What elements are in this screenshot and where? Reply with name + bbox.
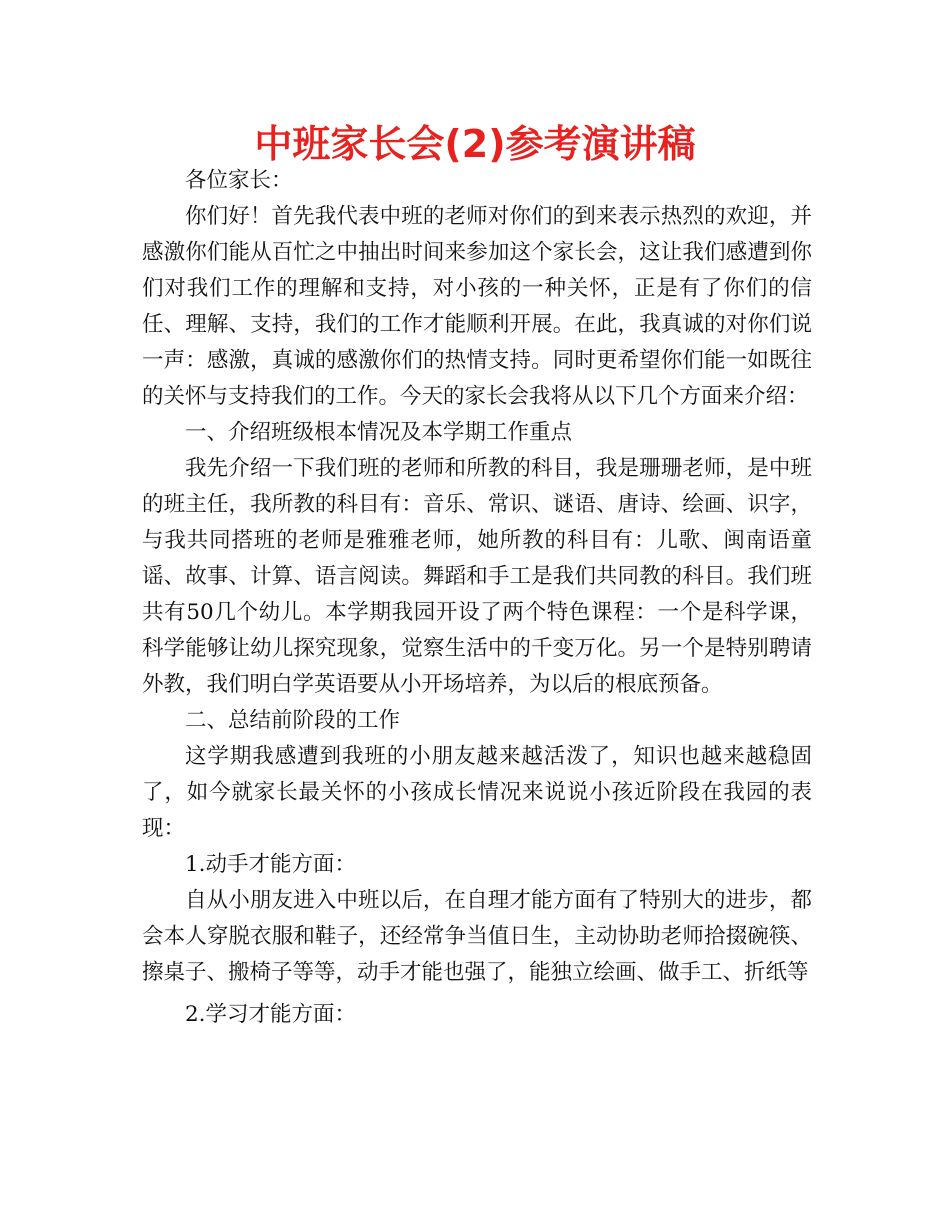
subheading-learning-ability: 2.学习才能方面： <box>185 1002 357 1027</box>
subheading-hands-on-ability: 1.动手才能方面： <box>185 852 357 877</box>
paragraph-welcome: 你们好！首先我代表中班的老师对你们的到来表示热烈的欢迎，并感激你们能从百忙之中抽出时间来参加这个家长会，这让我们感遭到你们对我们工作的理解和支持，对小孩的一种关怀，正是有了你们的信任、理解、支持，我们的工作才能顺利开展。在此，我真诚的对你们说一声：感激，真诚的感激你们的热情支持。同时更希望你们能一如既往的关怀与支持我们的工作。今天的家长会我将从以下几个方面来介绍： <box>142 204 812 409</box>
paragraph-summary: 这学期我感遭到我班的小朋友越来越活泼了，知识也越来越稳固了，如今就家长最关怀的小孩成长情况来说说小孩近阶段在我园的表现： <box>142 744 812 841</box>
heading-section-1: 一、介绍班级根本情况及本学期工作重点 <box>185 420 573 445</box>
document-body <box>142 163 812 1033</box>
document-title: 中班家长会(2)参考演讲稿 <box>254 122 696 166</box>
paragraph-greeting: 各位家长： <box>185 168 293 193</box>
heading-section-2: 二、总结前阶段的工作 <box>185 708 401 733</box>
paragraph-class-introduction: 我先介绍一下我们班的老师和所教的科目，我是珊珊老师，是中班的班主任，我所教的科目有：音乐、常识、谜语、唐诗、绘画、识字，与我共同搭班的老师是雅雅老师，她所教的科目有：儿歌、闽南语童谣、故事、计算、语言阅读。舞蹈和手工是我们共同教的科目。我们班共有50几个幼儿。本学期我园开设了两个特色课程：一个是科学课，科学能够让幼儿探究现象，觉察生活中的千变万化。另一个是特别聘请外教，我们明白学英语要从小开场培养，为以后的根底预备。 <box>142 456 812 697</box>
paragraph-hands-on-ability: 自从小朋友进入中班以后，在自理才能方面有了特别大的进步，都会本人穿脱衣服和鞋子，还经常争当值日生，主动协助老师拾掇碗筷、擦桌子、搬椅子等等，动手才能也强了，能独立绘画、做手工、折纸等 <box>142 888 812 985</box>
